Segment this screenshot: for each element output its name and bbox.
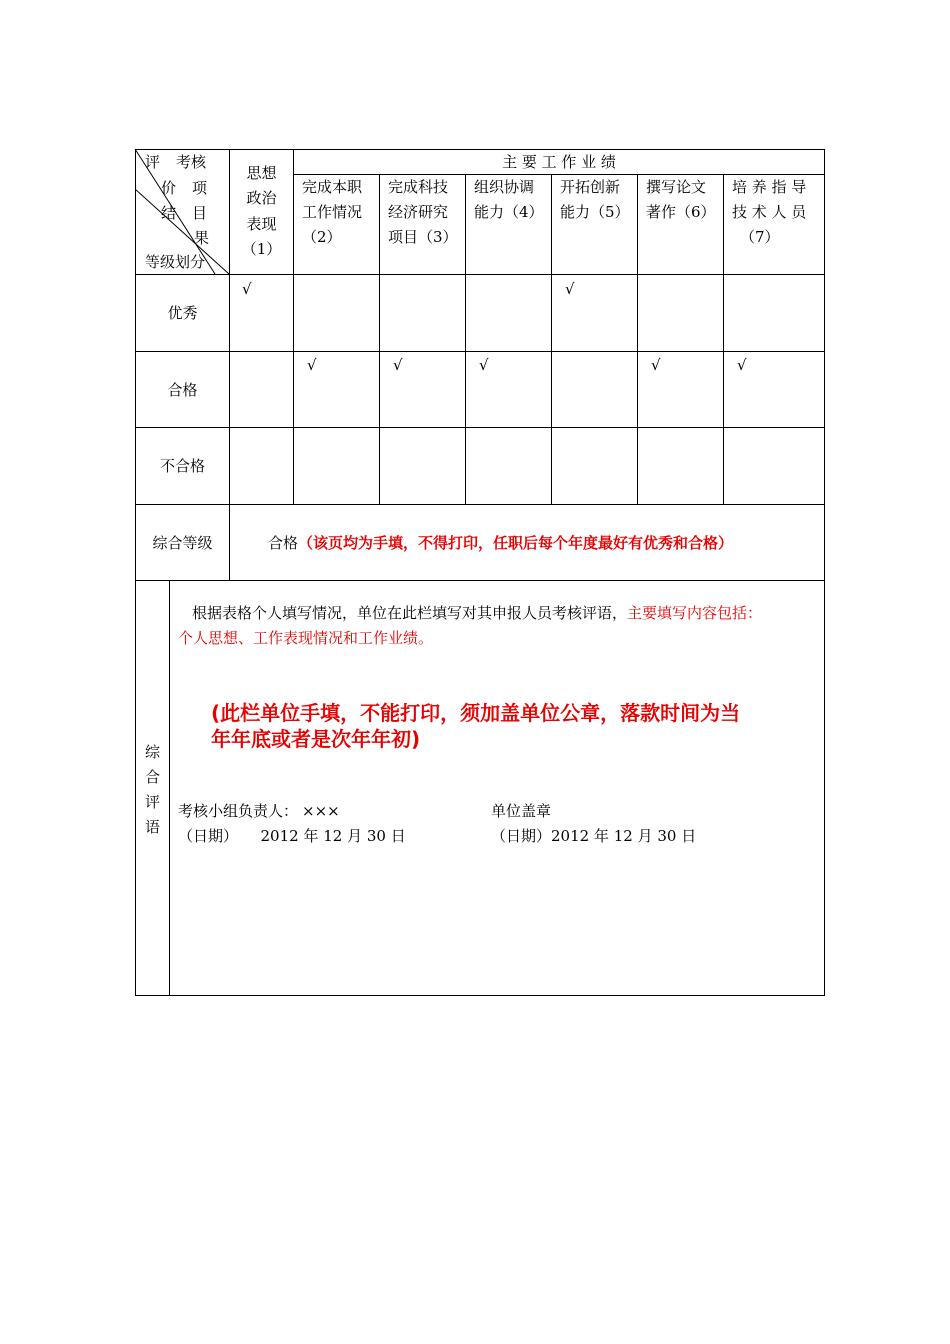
corner-label-guo: 果 <box>194 229 210 247</box>
check-excellent-col1: √ <box>242 280 252 298</box>
divider-header-sub <box>293 174 825 175</box>
table-border-top <box>135 149 825 150</box>
comments-paragraph-line1 <box>192 604 762 622</box>
header-col1-line1: 思想 <box>246 164 277 182</box>
comments-big-note-line1: (此栏单位手填，不能打印，须加盖单位公章，落款时间为当 <box>211 701 741 725</box>
corner-label-mu: 目 <box>192 204 208 222</box>
overall-grade-label: 综合等级 <box>152 534 213 552</box>
divider-row-fail <box>135 504 825 505</box>
main-achievements-header: 主 要 工 作 业 绩 <box>502 153 616 171</box>
col-divider-5 <box>551 174 552 505</box>
unit-seal-label: 单位盖章 <box>491 802 552 820</box>
header-col2-line3: （2） <box>302 228 342 246</box>
overall-grade-value: 合格 <box>268 534 299 552</box>
col-divider-2 <box>293 149 294 505</box>
comments-label-char4: 语 <box>145 818 161 836</box>
header-col5-line1: 开拓创新 <box>560 178 621 196</box>
header-col2-line2: 工作情况 <box>302 203 363 221</box>
corner-label-kaohe: 考核 <box>176 153 207 171</box>
table-border-bottom <box>135 995 825 996</box>
comments-instruction: 根据表格个人填写情况，单位在此栏填写对其申报人员考核评语， <box>192 604 628 622</box>
corner-label-grade-division: 等级划分 <box>145 253 206 271</box>
row-label-pass: 合格 <box>167 381 198 399</box>
check-pass-col3: √ <box>393 356 403 374</box>
comments-label-char1: 综 <box>145 743 161 761</box>
header-col1-line2: 政治 <box>246 189 277 207</box>
divider-header-bottom <box>135 274 825 275</box>
leader-signature-line <box>178 802 340 820</box>
comments-label-char2: 合 <box>145 768 161 786</box>
check-pass-col6: √ <box>651 356 661 374</box>
row-label-fail: 不合格 <box>159 457 205 475</box>
header-col4-line2: 能力（4） <box>474 203 544 221</box>
comments-label-char3: 评 <box>145 793 161 811</box>
comments-col-divider <box>169 580 170 996</box>
comments-instruction-red: 主要填写内容包括： <box>627 604 763 622</box>
date-left: （日期） 2012 年 12 月 30 日 <box>178 827 406 845</box>
date-right: （日期）2012 年 12 月 30 日 <box>491 827 697 845</box>
header-col3-line1: 完成科技 <box>388 178 449 196</box>
header-col1-line3: 表现 <box>246 215 277 233</box>
corner-label-xiang: 项 <box>192 179 208 197</box>
col-divider-6 <box>637 174 638 505</box>
comments-big-note-line2: 年年底或者是次年年初) <box>211 727 421 751</box>
check-pass-col4: √ <box>479 356 489 374</box>
comments-paragraph-line2: 个人思想、工作表现情况和工作业绩。 <box>178 629 434 647</box>
col-divider-3 <box>379 174 380 505</box>
header-col7-line3: （7） <box>740 228 780 246</box>
header-col7-line1: 培 养 指 导 <box>732 178 807 196</box>
leader-value: ××× <box>302 802 340 820</box>
col-divider-4 <box>465 174 466 505</box>
check-excellent-col5: √ <box>565 280 575 298</box>
check-pass-col7: √ <box>737 356 747 374</box>
overall-grade-line <box>268 534 733 552</box>
divider-row-excellent <box>135 351 825 352</box>
row-label-excellent: 优秀 <box>167 304 198 322</box>
leader-label: 考核小组负责人： <box>178 802 299 820</box>
header-col6-line2: 著作（6） <box>646 203 716 221</box>
header-col2-line1: 完成本职 <box>302 178 363 196</box>
divider-row-pass <box>135 427 825 428</box>
check-pass-col2: √ <box>307 356 317 374</box>
header-col6-line1: 撰写论文 <box>646 178 707 196</box>
header-col3-line3: 项目（3） <box>388 228 458 246</box>
table-border-right <box>824 149 825 996</box>
corner-label-jie: 结 <box>161 204 177 222</box>
col-divider-7 <box>723 174 724 505</box>
header-col1-line4: （1） <box>241 240 282 258</box>
header-col5-line2: 能力（5） <box>560 203 630 221</box>
overall-grade-note: （该页均为手填，不得打印，任职后每个年度最好有优秀和合格） <box>298 534 734 552</box>
header-col7-line2: 技 术 人 员 <box>732 203 807 221</box>
header-col3-line2: 经济研究 <box>388 203 449 221</box>
header-col4-line1: 组织协调 <box>474 178 535 196</box>
table-border-left <box>135 149 136 996</box>
corner-label-ping: 评 <box>145 153 161 171</box>
divider-row-overall <box>135 580 825 581</box>
corner-label-jia: 价 <box>161 179 177 197</box>
